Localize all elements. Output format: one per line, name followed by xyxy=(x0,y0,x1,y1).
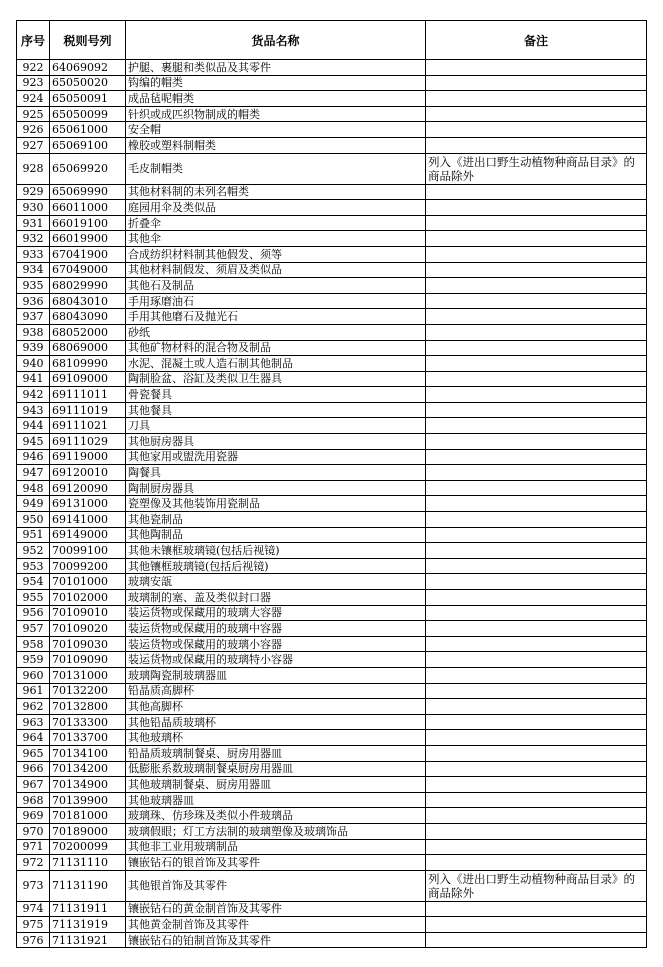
cell-name: 钩编的帽类 xyxy=(126,75,426,91)
table-row xyxy=(17,855,647,871)
cell-seq: 968 xyxy=(17,792,50,808)
cell-name: 陶制厨房器具 xyxy=(126,480,426,496)
cell-seq: 932 xyxy=(17,231,50,247)
cell-note xyxy=(426,246,647,262)
table-row xyxy=(17,309,647,325)
cell-name: 其他石及制品 xyxy=(126,278,426,294)
cell-note xyxy=(426,527,647,543)
table-row xyxy=(17,153,647,184)
cell-code: 70134200 xyxy=(50,761,126,777)
cell-code: 68069000 xyxy=(50,340,126,356)
cell-name: 其他玻璃器皿 xyxy=(126,792,426,808)
header-note: 备注 xyxy=(426,21,647,60)
cell-code: 69141000 xyxy=(50,512,126,528)
cell-code: 65050020 xyxy=(50,75,126,91)
cell-note xyxy=(426,605,647,621)
cell-name: 护腿、裹腿和类似品及其零件 xyxy=(126,60,426,76)
cell-name: 手用其他磨石及抛光石 xyxy=(126,309,426,325)
table-row xyxy=(17,761,647,777)
cell-name: 其他瓷制品 xyxy=(126,512,426,528)
cell-name: 其他银首饰及其零件 xyxy=(126,870,426,901)
table-row xyxy=(17,387,647,403)
cell-seq: 934 xyxy=(17,262,50,278)
cell-note xyxy=(426,917,647,933)
cell-name: 安全帽 xyxy=(126,122,426,138)
cell-note: 列入《进出口野生动植物种商品目录》的商品除外 xyxy=(426,870,647,901)
cell-note xyxy=(426,808,647,824)
table-row xyxy=(17,262,647,278)
cell-name: 水泥、混凝土或人造石制其他制品 xyxy=(126,356,426,372)
table-row xyxy=(17,184,647,200)
cell-code: 71131190 xyxy=(50,870,126,901)
cell-name: 其他矿物材料的混合物及制品 xyxy=(126,340,426,356)
cell-name: 玻璃制的塞、盖及类似封口器 xyxy=(126,590,426,606)
table-row xyxy=(17,699,647,715)
cell-note xyxy=(426,621,647,637)
cell-code: 69109000 xyxy=(50,371,126,387)
cell-note xyxy=(426,91,647,107)
table-row xyxy=(17,402,647,418)
cell-seq: 930 xyxy=(17,200,50,216)
cell-code: 69131000 xyxy=(50,496,126,512)
cell-code: 70099100 xyxy=(50,543,126,559)
cell-note xyxy=(426,714,647,730)
table-row xyxy=(17,200,647,216)
cell-note xyxy=(426,699,647,715)
table-row xyxy=(17,91,647,107)
cell-name: 其他未镶框玻璃镜(包括后视镜) xyxy=(126,543,426,559)
cell-seq: 928 xyxy=(17,153,50,184)
table-row xyxy=(17,777,647,793)
cell-note xyxy=(426,402,647,418)
cell-code: 65069100 xyxy=(50,137,126,153)
cell-code: 65050099 xyxy=(50,106,126,122)
cell-name: 刀具 xyxy=(126,418,426,434)
table-row xyxy=(17,839,647,855)
cell-note xyxy=(426,652,647,668)
cell-note xyxy=(426,683,647,699)
cell-note xyxy=(426,434,647,450)
cell-code: 70102000 xyxy=(50,590,126,606)
cell-code: 71131919 xyxy=(50,917,126,933)
cell-note xyxy=(426,200,647,216)
cell-seq: 931 xyxy=(17,215,50,231)
table-row xyxy=(17,75,647,91)
cell-seq: 971 xyxy=(17,839,50,855)
table-row xyxy=(17,496,647,512)
cell-name: 铅晶质高脚杯 xyxy=(126,683,426,699)
cell-seq: 938 xyxy=(17,324,50,340)
cell-code: 69111019 xyxy=(50,402,126,418)
cell-code: 66019900 xyxy=(50,231,126,247)
cell-seq: 952 xyxy=(17,543,50,559)
cell-seq: 947 xyxy=(17,465,50,481)
cell-note xyxy=(426,839,647,855)
cell-code: 69111029 xyxy=(50,434,126,450)
header-name: 货品名称 xyxy=(126,21,426,60)
cell-note xyxy=(426,75,647,91)
cell-note xyxy=(426,106,647,122)
cell-name: 装运货物或保藏用的玻璃特小容器 xyxy=(126,652,426,668)
cell-code: 71131110 xyxy=(50,855,126,871)
cell-code: 69149000 xyxy=(50,527,126,543)
table-row xyxy=(17,605,647,621)
cell-seq: 950 xyxy=(17,512,50,528)
cell-note xyxy=(426,122,647,138)
cell-name: 手用琢磨油石 xyxy=(126,293,426,309)
cell-seq: 955 xyxy=(17,590,50,606)
cell-name: 其他高脚杯 xyxy=(126,699,426,715)
table-row xyxy=(17,340,647,356)
cell-seq: 961 xyxy=(17,683,50,699)
cell-seq: 974 xyxy=(17,901,50,917)
cell-note xyxy=(426,636,647,652)
cell-code: 68043090 xyxy=(50,309,126,325)
cell-seq: 951 xyxy=(17,527,50,543)
cell-name: 其他伞 xyxy=(126,231,426,247)
table-row xyxy=(17,122,647,138)
cell-note xyxy=(426,792,647,808)
table-row xyxy=(17,683,647,699)
cell-code: 64069092 xyxy=(50,60,126,76)
cell-seq: 960 xyxy=(17,667,50,683)
cell-name: 其他非工业用玻璃制品 xyxy=(126,839,426,855)
cell-note xyxy=(426,449,647,465)
cell-note xyxy=(426,137,647,153)
cell-code: 71131911 xyxy=(50,901,126,917)
cell-seq: 945 xyxy=(17,434,50,450)
cell-name: 折叠伞 xyxy=(126,215,426,231)
cell-code: 70101000 xyxy=(50,574,126,590)
table-row xyxy=(17,324,647,340)
cell-note xyxy=(426,278,647,294)
cell-seq: 966 xyxy=(17,761,50,777)
cell-code: 69119000 xyxy=(50,449,126,465)
table-row xyxy=(17,449,647,465)
cell-note xyxy=(426,543,647,559)
cell-code: 70109030 xyxy=(50,636,126,652)
header-code: 税则号列 xyxy=(50,21,126,60)
table-row xyxy=(17,215,647,231)
cell-note xyxy=(426,262,647,278)
table-row xyxy=(17,465,647,481)
table-row xyxy=(17,137,647,153)
table-row xyxy=(17,652,647,668)
cell-name: 骨瓷餐具 xyxy=(126,387,426,403)
cell-code: 68029990 xyxy=(50,278,126,294)
cell-name: 陶餐具 xyxy=(126,465,426,481)
cell-name: 其他厨房器具 xyxy=(126,434,426,450)
table-row xyxy=(17,418,647,434)
cell-name: 玻璃安瓿 xyxy=(126,574,426,590)
table-row xyxy=(17,792,647,808)
cell-code: 68109990 xyxy=(50,356,126,372)
cell-seq: 944 xyxy=(17,418,50,434)
cell-seq: 940 xyxy=(17,356,50,372)
cell-code: 70132200 xyxy=(50,683,126,699)
cell-seq: 923 xyxy=(17,75,50,91)
cell-name: 合成纺织材料制其他假发、须等 xyxy=(126,246,426,262)
cell-note xyxy=(426,761,647,777)
table-row xyxy=(17,621,647,637)
cell-seq: 972 xyxy=(17,855,50,871)
cell-seq: 958 xyxy=(17,636,50,652)
cell-name: 玻璃陶瓷制玻璃器皿 xyxy=(126,667,426,683)
cell-seq: 946 xyxy=(17,449,50,465)
cell-name: 庭园用伞及类似品 xyxy=(126,200,426,216)
table-body xyxy=(17,60,647,948)
cell-note xyxy=(426,480,647,496)
cell-note xyxy=(426,418,647,434)
cell-seq: 925 xyxy=(17,106,50,122)
cell-name: 陶制脸盆、浴缸及类似卫生器具 xyxy=(126,371,426,387)
cell-note xyxy=(426,558,647,574)
cell-note xyxy=(426,387,647,403)
cell-name: 其他陶制品 xyxy=(126,527,426,543)
cell-name: 装运货物或保藏用的玻璃中容器 xyxy=(126,621,426,637)
cell-code: 70139900 xyxy=(50,792,126,808)
cell-note xyxy=(426,590,647,606)
cell-note xyxy=(426,324,647,340)
cell-seq: 933 xyxy=(17,246,50,262)
cell-name: 其他黄金制首饰及其零件 xyxy=(126,917,426,933)
cell-name: 玻璃珠、仿珍珠及类似小件玻璃品 xyxy=(126,808,426,824)
cell-code: 70134100 xyxy=(50,745,126,761)
cell-code: 70133300 xyxy=(50,714,126,730)
cell-note xyxy=(426,371,647,387)
table-row xyxy=(17,278,647,294)
cell-seq: 926 xyxy=(17,122,50,138)
table-row xyxy=(17,231,647,247)
table-row xyxy=(17,512,647,528)
cell-code: 70181000 xyxy=(50,808,126,824)
cell-seq: 936 xyxy=(17,293,50,309)
cell-seq: 948 xyxy=(17,480,50,496)
table-row xyxy=(17,60,647,76)
cell-note xyxy=(426,215,647,231)
cell-code: 70200099 xyxy=(50,839,126,855)
table-row xyxy=(17,667,647,683)
cell-note xyxy=(426,777,647,793)
cell-note xyxy=(426,512,647,528)
cell-code: 69111021 xyxy=(50,418,126,434)
cell-seq: 943 xyxy=(17,402,50,418)
cell-code: 71131921 xyxy=(50,932,126,948)
cell-seq: 935 xyxy=(17,278,50,294)
cell-name: 成品毡呢帽类 xyxy=(126,91,426,107)
cell-name: 镶嵌钻石的铂制首饰及其零件 xyxy=(126,932,426,948)
cell-note xyxy=(426,465,647,481)
cell-code: 70134900 xyxy=(50,777,126,793)
cell-note xyxy=(426,356,647,372)
cell-seq: 970 xyxy=(17,823,50,839)
document-page xyxy=(16,20,647,948)
cell-note xyxy=(426,823,647,839)
cell-name: 其他玻璃制餐桌、厨房用器皿 xyxy=(126,777,426,793)
table-row xyxy=(17,714,647,730)
cell-code: 68043010 xyxy=(50,293,126,309)
cell-note xyxy=(426,667,647,683)
cell-seq: 953 xyxy=(17,558,50,574)
cell-seq: 941 xyxy=(17,371,50,387)
cell-name: 其他玻璃杯 xyxy=(126,730,426,746)
cell-name: 砂纸 xyxy=(126,324,426,340)
cell-seq: 939 xyxy=(17,340,50,356)
cell-code: 66011000 xyxy=(50,200,126,216)
cell-seq: 942 xyxy=(17,387,50,403)
cell-note xyxy=(426,496,647,512)
cell-note xyxy=(426,901,647,917)
cell-code: 69111011 xyxy=(50,387,126,403)
cell-code: 67049000 xyxy=(50,262,126,278)
cell-note xyxy=(426,745,647,761)
cell-seq: 973 xyxy=(17,870,50,901)
cell-code: 66019100 xyxy=(50,215,126,231)
cell-seq: 922 xyxy=(17,60,50,76)
cell-seq: 969 xyxy=(17,808,50,824)
cell-code: 70189000 xyxy=(50,823,126,839)
cell-seq: 954 xyxy=(17,574,50,590)
table-row xyxy=(17,356,647,372)
cell-note: 列入《进出口野生动植物种商品目录》的商品除外 xyxy=(426,153,647,184)
cell-code: 70133700 xyxy=(50,730,126,746)
table-row xyxy=(17,574,647,590)
cell-note xyxy=(426,60,647,76)
cell-code: 70099200 xyxy=(50,558,126,574)
table-row xyxy=(17,106,647,122)
cell-note xyxy=(426,309,647,325)
cell-note xyxy=(426,184,647,200)
cell-code: 70109090 xyxy=(50,652,126,668)
cell-code: 69120010 xyxy=(50,465,126,481)
cell-name: 装运货物或保藏用的玻璃小容器 xyxy=(126,636,426,652)
table-row xyxy=(17,917,647,933)
cell-seq: 957 xyxy=(17,621,50,637)
table-row xyxy=(17,901,647,917)
cell-name: 毛皮制帽类 xyxy=(126,153,426,184)
table-row xyxy=(17,527,647,543)
cell-note xyxy=(426,340,647,356)
table-row xyxy=(17,434,647,450)
table-row xyxy=(17,543,647,559)
cell-seq: 949 xyxy=(17,496,50,512)
cell-note xyxy=(426,730,647,746)
cell-seq: 964 xyxy=(17,730,50,746)
cell-name: 铅晶质玻璃制餐桌、厨房用器皿 xyxy=(126,745,426,761)
cell-code: 65069990 xyxy=(50,184,126,200)
header-seq: 序号 xyxy=(17,21,50,60)
table-row xyxy=(17,823,647,839)
cell-seq: 967 xyxy=(17,777,50,793)
cell-seq: 976 xyxy=(17,932,50,948)
cell-code: 70109020 xyxy=(50,621,126,637)
cell-seq: 965 xyxy=(17,745,50,761)
cell-name: 装运货物或保藏用的玻璃大容器 xyxy=(126,605,426,621)
cell-note xyxy=(426,231,647,247)
cell-code: 70132800 xyxy=(50,699,126,715)
cell-name: 其他铅晶质玻璃杯 xyxy=(126,714,426,730)
table-header-row xyxy=(17,21,647,60)
cell-seq: 929 xyxy=(17,184,50,200)
table-row xyxy=(17,636,647,652)
cell-note xyxy=(426,293,647,309)
table-row xyxy=(17,293,647,309)
cell-name: 针织或成匹织物制成的帽类 xyxy=(126,106,426,122)
cell-seq: 927 xyxy=(17,137,50,153)
table-row xyxy=(17,480,647,496)
cell-code: 65069920 xyxy=(50,153,126,184)
cell-code: 70109010 xyxy=(50,605,126,621)
cell-name: 其他餐具 xyxy=(126,402,426,418)
cell-seq: 962 xyxy=(17,699,50,715)
table-row xyxy=(17,870,647,901)
table-row xyxy=(17,590,647,606)
cell-name: 其他家用或盥洗用瓷器 xyxy=(126,449,426,465)
cell-name: 其他材料制的未列名帽类 xyxy=(126,184,426,200)
goods-table xyxy=(16,20,647,948)
cell-code: 65050091 xyxy=(50,91,126,107)
cell-code: 67041900 xyxy=(50,246,126,262)
cell-seq: 975 xyxy=(17,917,50,933)
table-row xyxy=(17,558,647,574)
table-row xyxy=(17,932,647,948)
cell-name: 镶嵌钻石的黄金制首饰及其零件 xyxy=(126,901,426,917)
cell-code: 70131000 xyxy=(50,667,126,683)
cell-seq: 963 xyxy=(17,714,50,730)
cell-name: 低膨胀系数玻璃制餐桌厨房用器皿 xyxy=(126,761,426,777)
cell-name: 镶嵌钻石的银首饰及其零件 xyxy=(126,855,426,871)
cell-seq: 956 xyxy=(17,605,50,621)
cell-note xyxy=(426,855,647,871)
table-row xyxy=(17,808,647,824)
cell-note xyxy=(426,574,647,590)
cell-code: 69120090 xyxy=(50,480,126,496)
cell-name: 其他材料制假发、须眉及类似品 xyxy=(126,262,426,278)
cell-code: 65061000 xyxy=(50,122,126,138)
table-row xyxy=(17,730,647,746)
table-row xyxy=(17,246,647,262)
cell-name: 橡胶或塑料制帽类 xyxy=(126,137,426,153)
cell-name: 玻璃假眼；灯工方法制的玻璃塑像及玻璃饰品 xyxy=(126,823,426,839)
cell-name: 其他镶框玻璃镜(包括后视镜) xyxy=(126,558,426,574)
table-row xyxy=(17,371,647,387)
cell-code: 68052000 xyxy=(50,324,126,340)
cell-seq: 959 xyxy=(17,652,50,668)
cell-seq: 924 xyxy=(17,91,50,107)
table-row xyxy=(17,745,647,761)
cell-seq: 937 xyxy=(17,309,50,325)
cell-note xyxy=(426,932,647,948)
cell-name: 瓷塑像及其他装饰用瓷制品 xyxy=(126,496,426,512)
